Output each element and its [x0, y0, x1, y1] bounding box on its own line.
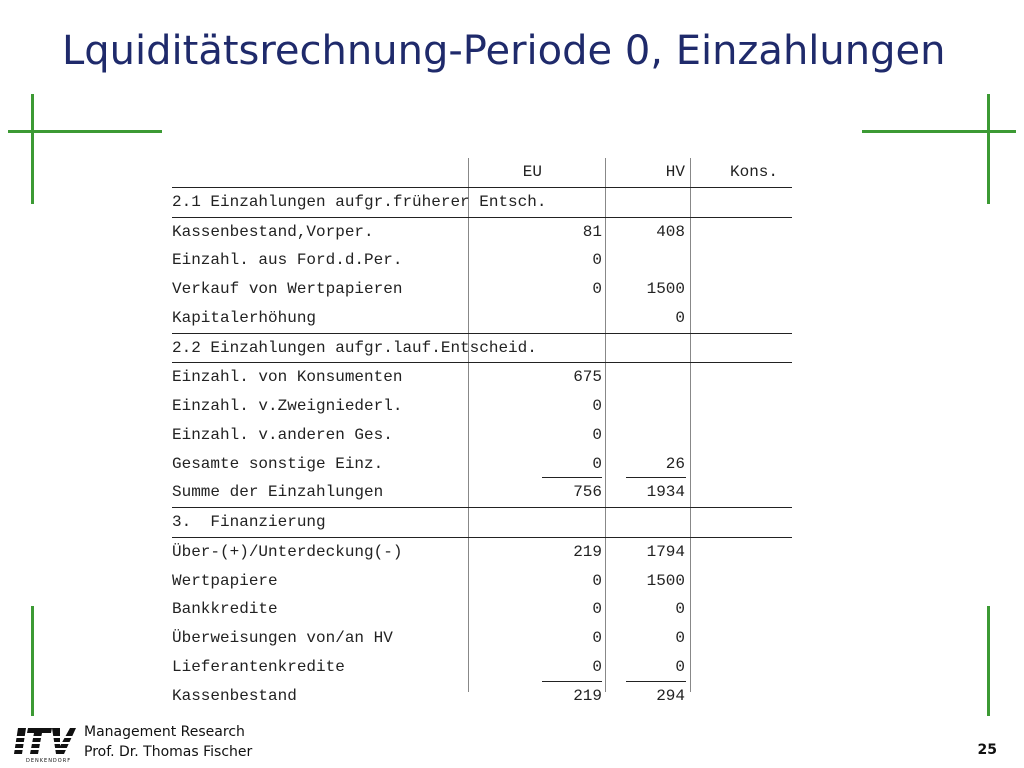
row-label: Wertpapiere: [172, 571, 278, 590]
cell-eu: 0: [592, 600, 602, 619]
section-heading-row: [172, 334, 792, 364]
cell-hv: 0: [675, 308, 685, 327]
table-row: [172, 624, 792, 653]
section-heading-row: [172, 188, 792, 218]
table-row: [172, 478, 792, 508]
table-row: [172, 595, 792, 624]
svg-text:DENKENDORF: DENKENDORF: [26, 758, 72, 764]
cell-eu: 0: [592, 454, 602, 473]
table-row: [172, 218, 792, 247]
cell-eu: 0: [592, 657, 602, 676]
table-row: [172, 538, 792, 567]
row-label: Kassenbestand,Vorper.: [172, 222, 374, 241]
page-number: 25: [977, 742, 997, 758]
footer-org: Management Research: [84, 724, 245, 740]
cell-hv: 1794: [646, 542, 685, 561]
cell-eu: 219: [573, 686, 602, 705]
table-row: [172, 567, 792, 596]
row-label: Verkauf von Wertpapieren: [172, 280, 403, 298]
itv-logo: [12, 720, 76, 764]
row-label: Kassenbestand: [172, 686, 297, 705]
slide-title: Lquiditätsrechnung-Periode 0, Einzahlungen: [62, 28, 946, 74]
cell-hv: 26: [665, 454, 685, 473]
footer-author: Prof. Dr. Thomas Fischer: [84, 744, 253, 760]
row-label: Gesamte sonstige Einz.: [172, 454, 384, 473]
cell-hv: 0: [675, 629, 685, 647]
cell-eu: 0: [592, 280, 602, 298]
liquidity-table: [172, 158, 792, 710]
cell-eu: 675: [573, 368, 602, 387]
row-label: Einzahl. von Konsumenten: [172, 368, 403, 387]
cell-eu: 0: [592, 251, 602, 270]
row-label: Summe der Einzahlungen: [172, 483, 384, 502]
row-label: 2.1 Einzahlungen aufgr.früherer Entsch.: [172, 192, 547, 211]
cell-eu: 0: [592, 629, 602, 647]
cell-eu: 0: [592, 425, 602, 444]
row-label: 3. Finanzierung: [172, 513, 326, 531]
header-kons: Kons.: [729, 163, 778, 181]
cell-eu: 81: [582, 222, 602, 241]
row-label: Überweisungen von/an HV: [172, 629, 393, 647]
table-body: [172, 188, 792, 711]
row-label: Einzahl. v.Zweigniederl.: [172, 397, 403, 415]
cell-hv: 0: [675, 600, 685, 619]
row-label: Lieferantenkredite: [172, 657, 345, 676]
table-row: [172, 421, 792, 450]
table-row: [172, 304, 792, 334]
table-row: [172, 682, 792, 711]
cell-eu: 219: [573, 542, 602, 561]
row-label: Einzahl. aus Ford.d.Per.: [172, 251, 403, 270]
header-eu: EU: [522, 163, 542, 181]
cell-hv: 408: [656, 222, 685, 241]
cell-eu: 0: [592, 571, 602, 590]
cell-hv: 1500: [646, 280, 685, 298]
table-row: [172, 392, 792, 421]
table-row: [172, 653, 792, 682]
row-label: Einzahl. v.anderen Ges.: [172, 425, 393, 444]
section-heading-row: [172, 508, 792, 538]
cell-hv: 1500: [646, 571, 685, 590]
row-label: 2.2 Einzahlungen aufgr.lauf.Entscheid.: [172, 338, 537, 357]
table-row: [172, 246, 792, 275]
itv-logo-icon: [12, 720, 76, 764]
table-row: [172, 450, 792, 479]
cell-eu: 756: [573, 483, 602, 502]
cell-hv: 294: [656, 686, 685, 705]
header-hv: HV: [665, 163, 685, 181]
cell-eu: 0: [592, 397, 602, 415]
table-row: [172, 275, 792, 304]
cell-hv: 1934: [646, 483, 685, 502]
row-label: Bankkredite: [172, 600, 278, 619]
cell-hv: 0: [675, 657, 685, 676]
table-header-row: [172, 158, 792, 188]
row-label: Kapitalerhöhung: [172, 308, 317, 327]
row-label: Über-(+)/Unterdeckung(-): [172, 542, 403, 561]
table-row: [172, 363, 792, 392]
